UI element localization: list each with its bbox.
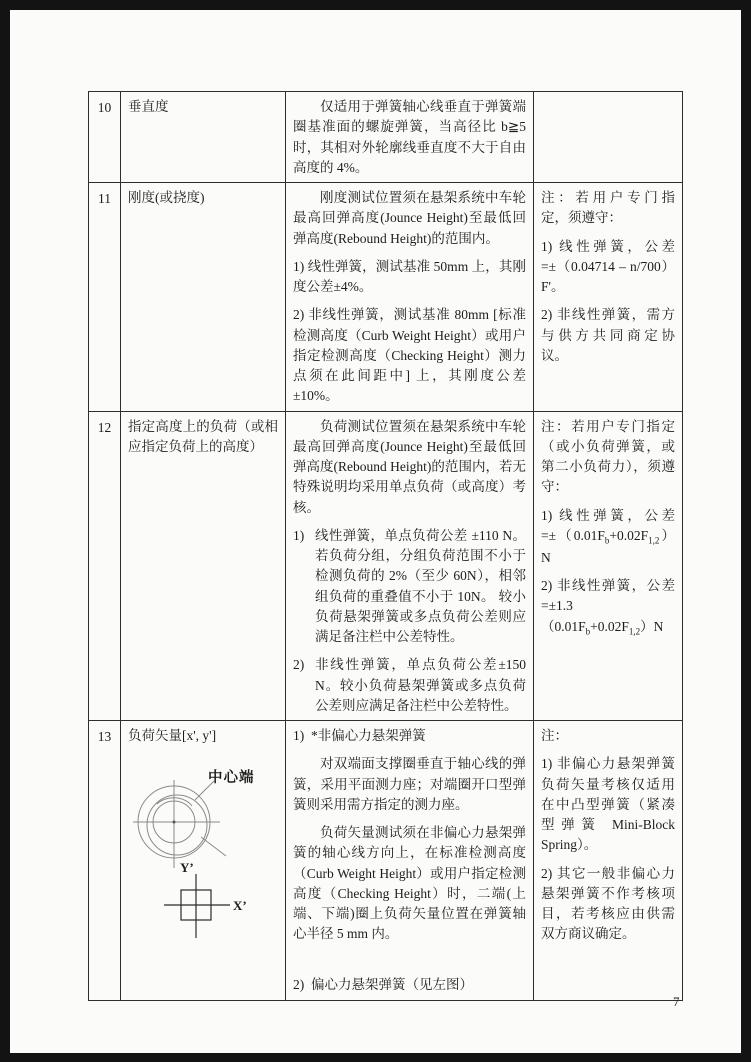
spring-load-vector-diagram bbox=[126, 760, 296, 956]
diagram-label-center-end: 中心端 bbox=[208, 770, 255, 787]
item-number: 2) bbox=[293, 657, 305, 673]
description-paragraph: 对双端面支撑圈垂直于轴心线的弹簧，采用平面测力座；对端圈开口型弹簧则采用需方指定的测力座。 bbox=[293, 756, 526, 812]
item-name-cell bbox=[121, 92, 286, 183]
description-paragraph: 负荷测试位置须在悬架系统中车轮最高回弹高度(Jounce Height)至最低回弹高度(Rebound Height)的范围内，若无特殊说明均采用单点负荷（或高度）考核。 bbox=[293, 418, 526, 515]
diagram-label-y-axis: Y’ bbox=[180, 860, 194, 876]
row-number: 12 bbox=[89, 411, 121, 721]
document-page bbox=[10, 10, 741, 1053]
notes-cell bbox=[534, 411, 683, 721]
description-paragraph: 刚度测试位置须在悬架系统中车轮最高回弹高度(Jounce Height)至最低回弹高度(Rebound Height)的范围内。 bbox=[293, 190, 526, 246]
row-number: 10 bbox=[89, 92, 121, 183]
numbered-item bbox=[293, 526, 526, 648]
item-text: 线性弹簧，单点负荷公差 ±110 N。若负荷分组，分组负荷范围不小于检测负荷的 2%（至少 60N），相邻组负荷的重叠值不小于 10N。 较小负荷悬架弹簧或多点负荷公差则应满足备注栏中公差特性。 bbox=[315, 527, 526, 644]
description-paragraph: 1) *非偏心力悬架弹簧 bbox=[293, 728, 426, 743]
item-name-cell bbox=[121, 411, 286, 721]
item-name: 指定高度上的负荷（或相应指定负荷上的高度） bbox=[128, 418, 278, 454]
description-cell bbox=[286, 183, 534, 412]
item-number: 1) bbox=[293, 527, 305, 543]
item-text: 非线性弹簧，单点负荷公差±150 N。较小负荷悬架弹簧或多点负荷公差则应满足备注栏中公差特性。 bbox=[315, 657, 526, 713]
table-row-11 bbox=[89, 183, 683, 412]
description-cell bbox=[286, 411, 534, 721]
item-name-cell bbox=[121, 721, 286, 1001]
notes-cell bbox=[534, 721, 683, 1001]
note-paragraph: 2) 其它一般非偏心力悬架弹簧不作考核项目，若考核应由供需双方商议确定。 bbox=[541, 865, 675, 942]
notes-cell bbox=[534, 92, 683, 183]
item-name: 刚度(或挠度) bbox=[128, 190, 205, 205]
description-paragraph: 1) 线性弹簧，测试基准 50mm 上，其刚度公差±4%。 bbox=[293, 258, 526, 294]
description-paragraph: 仅适用于弹簧轴心线垂直于弹簧端圈基准面的螺旋弹簧，当高径比 b≧5 时，其相对外轮廓线垂直度不大于自由高度的 4%。 bbox=[293, 99, 526, 175]
spring-spec-table bbox=[88, 91, 683, 1001]
item-name: 负荷矢量[x', y'] bbox=[128, 728, 217, 743]
page-number: 7 bbox=[673, 994, 680, 1009]
numbered-item bbox=[293, 655, 526, 716]
note-paragraph: 注：若用户专门指定（或小负荷弹簧，或第二小负荷力），须遵守： bbox=[541, 418, 675, 495]
table-row-13 bbox=[89, 721, 683, 1001]
note-paragraph: 1) 非偏心力悬架弹簧负荷矢量考核仅适用在中凸型弹簧（紧凑型弹簧 Mini-Block Spring）。 bbox=[541, 756, 675, 853]
note-paragraph: 2) 非线性弹簧，公差$=\pm 1.3(0.01F_b+0.02F_{1,2})N$ bbox=[541, 578, 675, 637]
note-paragraph: 注：若用户专门指定，须遵守： bbox=[541, 190, 675, 226]
item-name-cell bbox=[121, 183, 286, 412]
row-number: 13 bbox=[89, 721, 121, 1001]
note-paragraph: 1) 线性弹簧，公差$=\pm(0.01F_b+0.02F_{1,2})N$ bbox=[541, 507, 676, 565]
description-cell bbox=[286, 721, 534, 1001]
note-paragraph: 2) 非线性弹簧，需方与供方共同商定协议。 bbox=[541, 307, 675, 363]
description-paragraph: 2) 偏心力悬架弹簧（见左图） bbox=[293, 976, 473, 992]
table-row-10 bbox=[89, 92, 683, 183]
row-number: 11 bbox=[89, 183, 121, 412]
description-paragraph: 2) 非线性弹簧，测试基准 80mm [标准检测高度（Curb Weight Height）或用户指定检测高度（Checking Height）测力点须在此间距中] 上，其刚度公差±10%。 bbox=[293, 307, 526, 404]
note-paragraph: 注： bbox=[541, 728, 568, 743]
item-name: 垂直度 bbox=[128, 99, 169, 114]
diagram-label-x-axis: X’ bbox=[233, 898, 247, 914]
description-cell bbox=[286, 92, 534, 183]
notes-cell bbox=[534, 183, 683, 412]
description-paragraph: 负荷矢量测试须在非偏心力悬架弹簧的轴心线方向上，在标准检测高度（Curb Weight Height）或用户指定检测高度（Checking Height）时，二端(上端、下端)圈上负荷矢量位置在弹簧轴心半径 5 mm 内。 bbox=[293, 825, 526, 942]
note-paragraph: 1) 线性弹簧，公差=±（0.04714 – n/700）F'。 bbox=[541, 238, 675, 294]
table-row-12 bbox=[89, 411, 683, 721]
